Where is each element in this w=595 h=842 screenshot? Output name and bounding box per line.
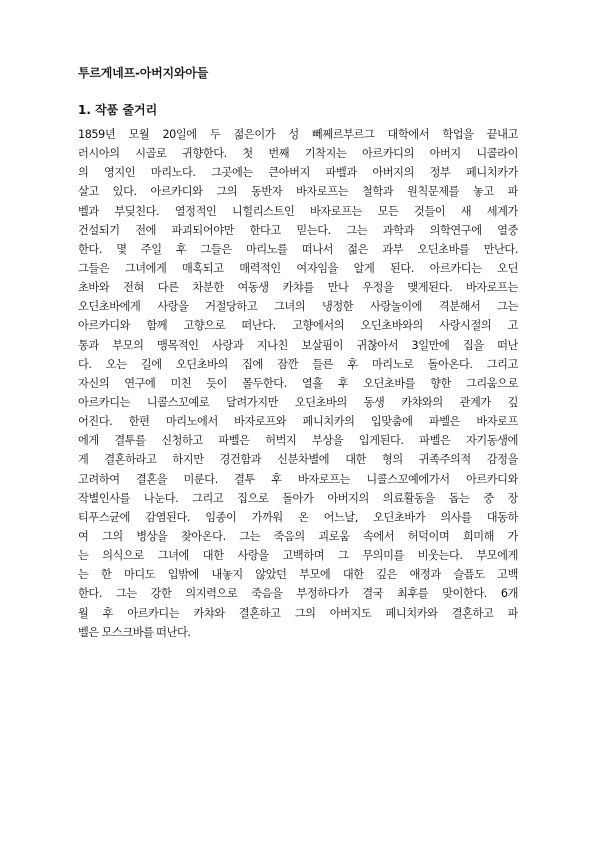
body-line: 자신의 연구에 미친 듯이 몰두한다. 열흘 후 오딘초바를 향한 그리움으로 — [78, 376, 518, 390]
body-paragraph — [78, 125, 518, 642]
body-line: 오딘초바에게 사랑을 거절당하고 그녀의 냉정한 사랑놀이에 격분해서 그는 — [78, 300, 518, 314]
section-heading: 1. 작품 줄거리 — [78, 103, 158, 117]
document-title: 투르게네프-아버지와아들 — [78, 66, 209, 80]
body-line: 벨은 모스크바를 떠난다. — [78, 625, 191, 639]
body-line: 여 그의 병상을 찾아온다. 그는 죽음의 괴로움 속에서 허덕이며 희미해 가 — [78, 529, 518, 543]
body-line: 의 영지인 마리노다. 그곳에는 큰아버지 파벨과 아버지의 정부 페니치카가 — [78, 166, 518, 180]
body-line: 한다. 그는 강한 의지력으로 죽음을 부정하다가 결국 최후를 맞이한다. 6개 — [78, 587, 518, 601]
body-line: 벨과 부딪친다. 열정적인 니힐리스트인 바자로프는 모든 것들이 새 세계가 — [78, 204, 518, 218]
body-line: 초바와 전혀 다른 차분한 여동생 카챠를 만나 우정을 맺게된다. 바자로프는 — [78, 281, 518, 295]
body-line: 게 결혼하라고 하지만 경건함과 신분차별에 대한 형의 귀족주의적 감정을 — [78, 453, 518, 467]
body-line: 는 의식으로 그녀에 대한 사랑을 고백하며 그 무의미를 비웃는다. 부모에게 — [78, 549, 518, 563]
body-line: 고려하여 결혼을 미룬다. 결투 후 바자로프는 니콜스꼬예에가서 아르카디와 — [78, 472, 518, 486]
body-line: 어진다. 한편 마리노에서 바자로프와 페니치카의 입맞춤에 파벨은 바자로프 — [78, 415, 518, 429]
body-line: 다. 오는 길에 오딘초바의 집에 잠깐 들른 후 마리노로 돌아온다. 그리고 — [78, 357, 518, 371]
body-line: 살고 있다. 아르카디와 그의 동반자 바자로프는 철학과 원칙문제를 놓고 파 — [78, 185, 518, 199]
body-line: 작별인사를 나눈다. 그리고 집으로 돌아가 아버지의 의료활동을 돕는 중 장 — [78, 491, 518, 505]
body-line: 한다. 몇 주일 후 그들은 마리노를 떠나서 젊은 과부 오딘초바를 만난다. — [78, 242, 518, 256]
body-line: 1859년 모월 20일에 두 젊은이가 성 뻬쩨르부르그 대학에서 학업을 끝내고 — [78, 128, 518, 141]
body-line: 월 후 아르카디는 카챠와 결혼하고 그의 아버지도 페니치카와 결혼하고 파 — [78, 606, 518, 620]
body-line: 건설되기 전에 파괴되어야만 한다고 믿는다. 그는 과학과 의학연구에 열중 — [78, 223, 518, 237]
body-line: 러시아의 시골로 귀향한다. 첫 번째 기착지는 아르카디의 아버지 니콜라이 — [78, 147, 518, 161]
body-line: 에게 결투를 신청하고 파벨은 허벅지 부상을 입게된다. 파벨은 자기동생에 — [78, 434, 518, 448]
body-line: 아르카디와 함께 고향으로 떠난다. 고향에서의 오딘초바와의 사랑시절의 고 — [78, 319, 518, 333]
body-line: 아르카디는 니콜스꼬예로 달려가지만 오딘초바의 동생 카챠와의 관계가 깊 — [78, 395, 518, 409]
body-line: 그들은 그녀에게 매혹되고 매력적인 여자임을 알게 된다. 아르카디는 오딘 — [78, 261, 518, 275]
body-line: 통과 부모의 맹목적인 사랑과 지나친 보살핌이 귀찮아서 3일만에 집을 떠난 — [78, 338, 518, 352]
body-line: 티푸스균에 감염된다. 임종이 가까워 온 어느날, 오딘초바가 의사를 대동하 — [78, 510, 518, 524]
body-line: 는 한 마디도 입밖에 내놓지 않았던 부모에 대한 깊은 애정과 슬픔도 고백 — [78, 568, 518, 582]
